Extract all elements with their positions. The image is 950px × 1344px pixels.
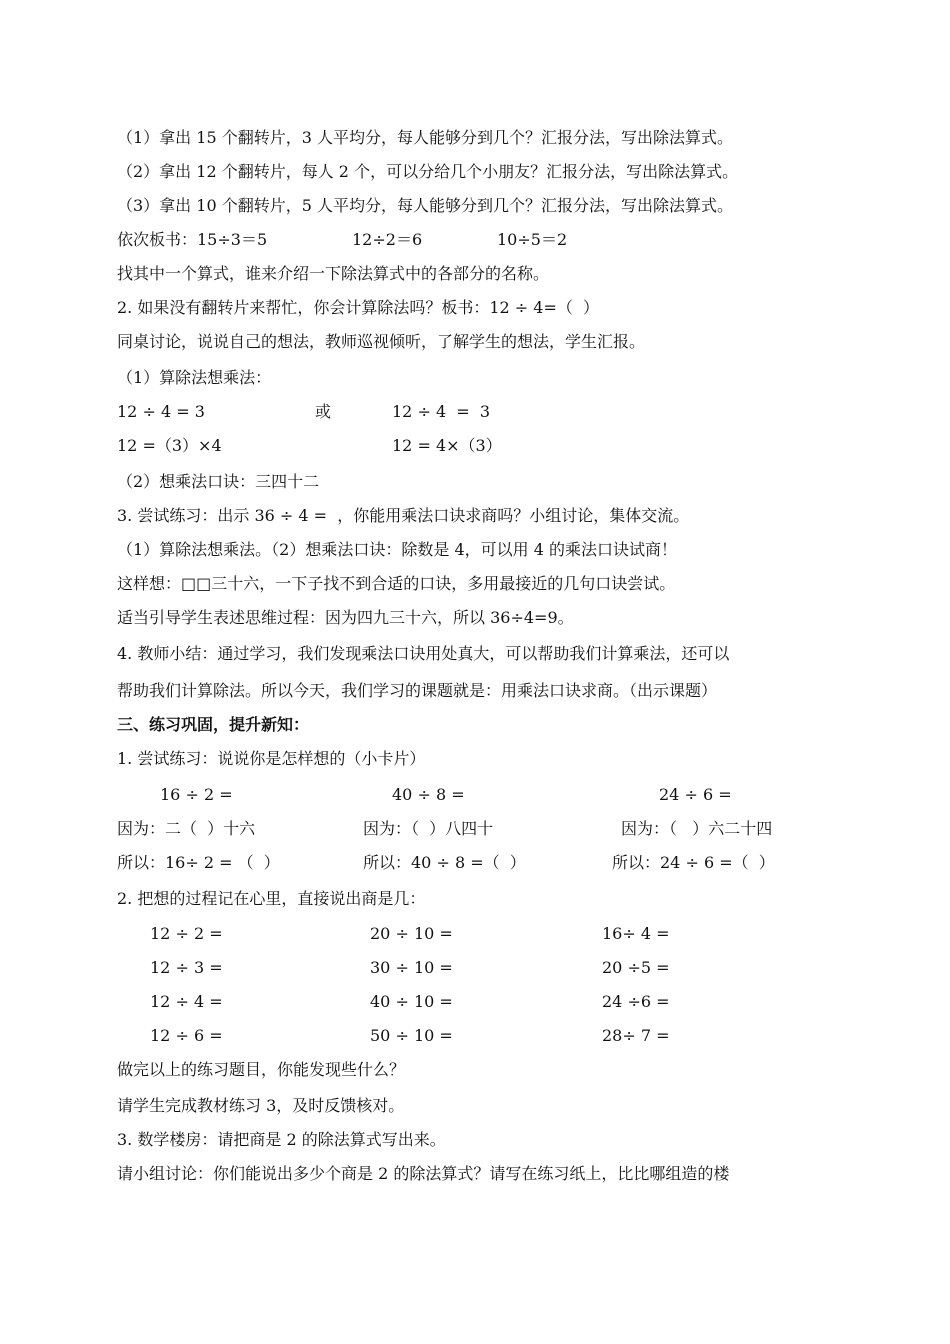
text-line: 依次板书：15÷3＝5 (117, 230, 268, 249)
text-line: 2. 把想的过程记在心里，直接说出商是几： (117, 889, 426, 908)
grid-equation: 16÷ 4 = (602, 924, 670, 943)
exercise-result: 所以：16÷ 2 = （ ） (117, 853, 280, 872)
grid-equation: 40 ÷ 10 = (370, 992, 453, 1011)
or-word: 或 (315, 402, 332, 421)
exercise-reason: 因为：二（ ）十六 (117, 819, 256, 838)
text-line: 同桌讨论，说说自己的想法，教师巡视倾听，了解学生的想法，学生汇报。 (117, 332, 646, 351)
grid-equation: 12 ÷ 4 = (150, 992, 223, 1011)
text-line: （2）想乘法口诀：三四十二 (117, 472, 320, 491)
text-line: 1. 尝试练习：说说你是怎样想的（小卡片） (117, 749, 426, 768)
text-line: 帮助我们计算除法。所以今天，我们学习的课题就是：用乘法口诀求商。（出示课题） (117, 681, 718, 700)
equation: 12 ÷ 4 = 3 (117, 402, 205, 421)
exercise-result: 所以：24 ÷ 6 =（ ） (612, 853, 775, 872)
equation: 10÷5＝2 (497, 230, 568, 249)
grid-equation: 12 ÷ 3 = (150, 958, 223, 977)
equation: 12 =（3）×4 (117, 436, 222, 455)
text-line: 请学生完成教材练习 3，及时反馈核对。 (117, 1096, 405, 1115)
text-line: （2）拿出 12 个翻转片，每人 2 个，可以分给几个小朋友？汇报分法，写出除法算式。 (117, 162, 739, 181)
grid-equation: 12 ÷ 6 = (150, 1026, 223, 1045)
grid-equation: 28÷ 7 = (602, 1026, 670, 1045)
grid-equation: 20 ÷5 = (602, 958, 670, 977)
text-line: （1）算除法想乘法： (117, 368, 272, 387)
equation: 12 = 4×（3） (392, 436, 502, 455)
section-heading: 三、练习巩固，提升新知： (117, 715, 310, 734)
exercise-equation: 16 ÷ 2 = (160, 785, 233, 804)
text-line: 这样想：□□三十六，一下子找不到合适的口诀，多用最接近的几句口诀尝试。 (117, 574, 676, 593)
exercise-equation: 40 ÷ 8 = (392, 785, 465, 804)
equation: 12÷2＝6 (352, 230, 423, 249)
grid-equation: 24 ÷6 = (602, 992, 670, 1011)
grid-equation: 12 ÷ 2 = (150, 924, 223, 943)
grid-equation: 20 ÷ 10 = (370, 924, 453, 943)
text-line: 3. 尝试练习：出示 36 ÷ 4 = ，你能用乘法口诀求商吗？小组讨论，集体交流。 (117, 506, 690, 525)
text-line: 适当引导学生表述思维过程：因为四九三十六，所以 36÷4=9。 (117, 608, 574, 627)
text-line: 2. 如果没有翻转片来帮忙，你会计算除法吗？板书：12 ÷ 4=（ ） (117, 298, 600, 317)
text-line: 请小组讨论：你们能说出多少个商是 2 的除法算式？请写在练习纸上，比比哪组造的楼 (117, 1164, 730, 1183)
text-line: （3）拿出 10 个翻转片，5 人平均分，每人能够分到几个？汇报分法，写出除法算式。 (117, 196, 733, 215)
grid-equation: 30 ÷ 10 = (370, 958, 453, 977)
exercise-reason: 因为：（ ）八四十 (363, 819, 494, 838)
text-line: 做完以上的练习题目，你能发现些什么？ (117, 1060, 406, 1079)
exercise-equation: 24 ÷ 6 = (659, 785, 732, 804)
grid-equation: 50 ÷ 10 = (370, 1026, 453, 1045)
text-line: 4. 教师小结：通过学习，我们发现乘法口诀用处真大，可以帮助我们计算乘法，还可以 (117, 644, 730, 663)
text-line: （1）算除法想乘法。（2）想乘法口诀：除数是 4，可以用 4 的乘法口诀试商！ (117, 540, 677, 559)
exercise-result: 所以：40 ÷ 8 =（ ） (363, 853, 526, 872)
equation: 12 ÷ 4 = 3 (392, 402, 491, 421)
text-line: 3. 数学楼房：请把商是 2 的除法算式写出来。 (117, 1130, 446, 1149)
text-line: （1）拿出 15 个翻转片，3 人平均分，每人能够分到几个？汇报分法，写出除法算式。 (117, 128, 733, 147)
exercise-reason: 因为：（ ）六二十四 (621, 819, 773, 838)
text-line: 找其中一个算式，谁来介绍一下除法算式中的各部分的名称。 (117, 264, 550, 283)
